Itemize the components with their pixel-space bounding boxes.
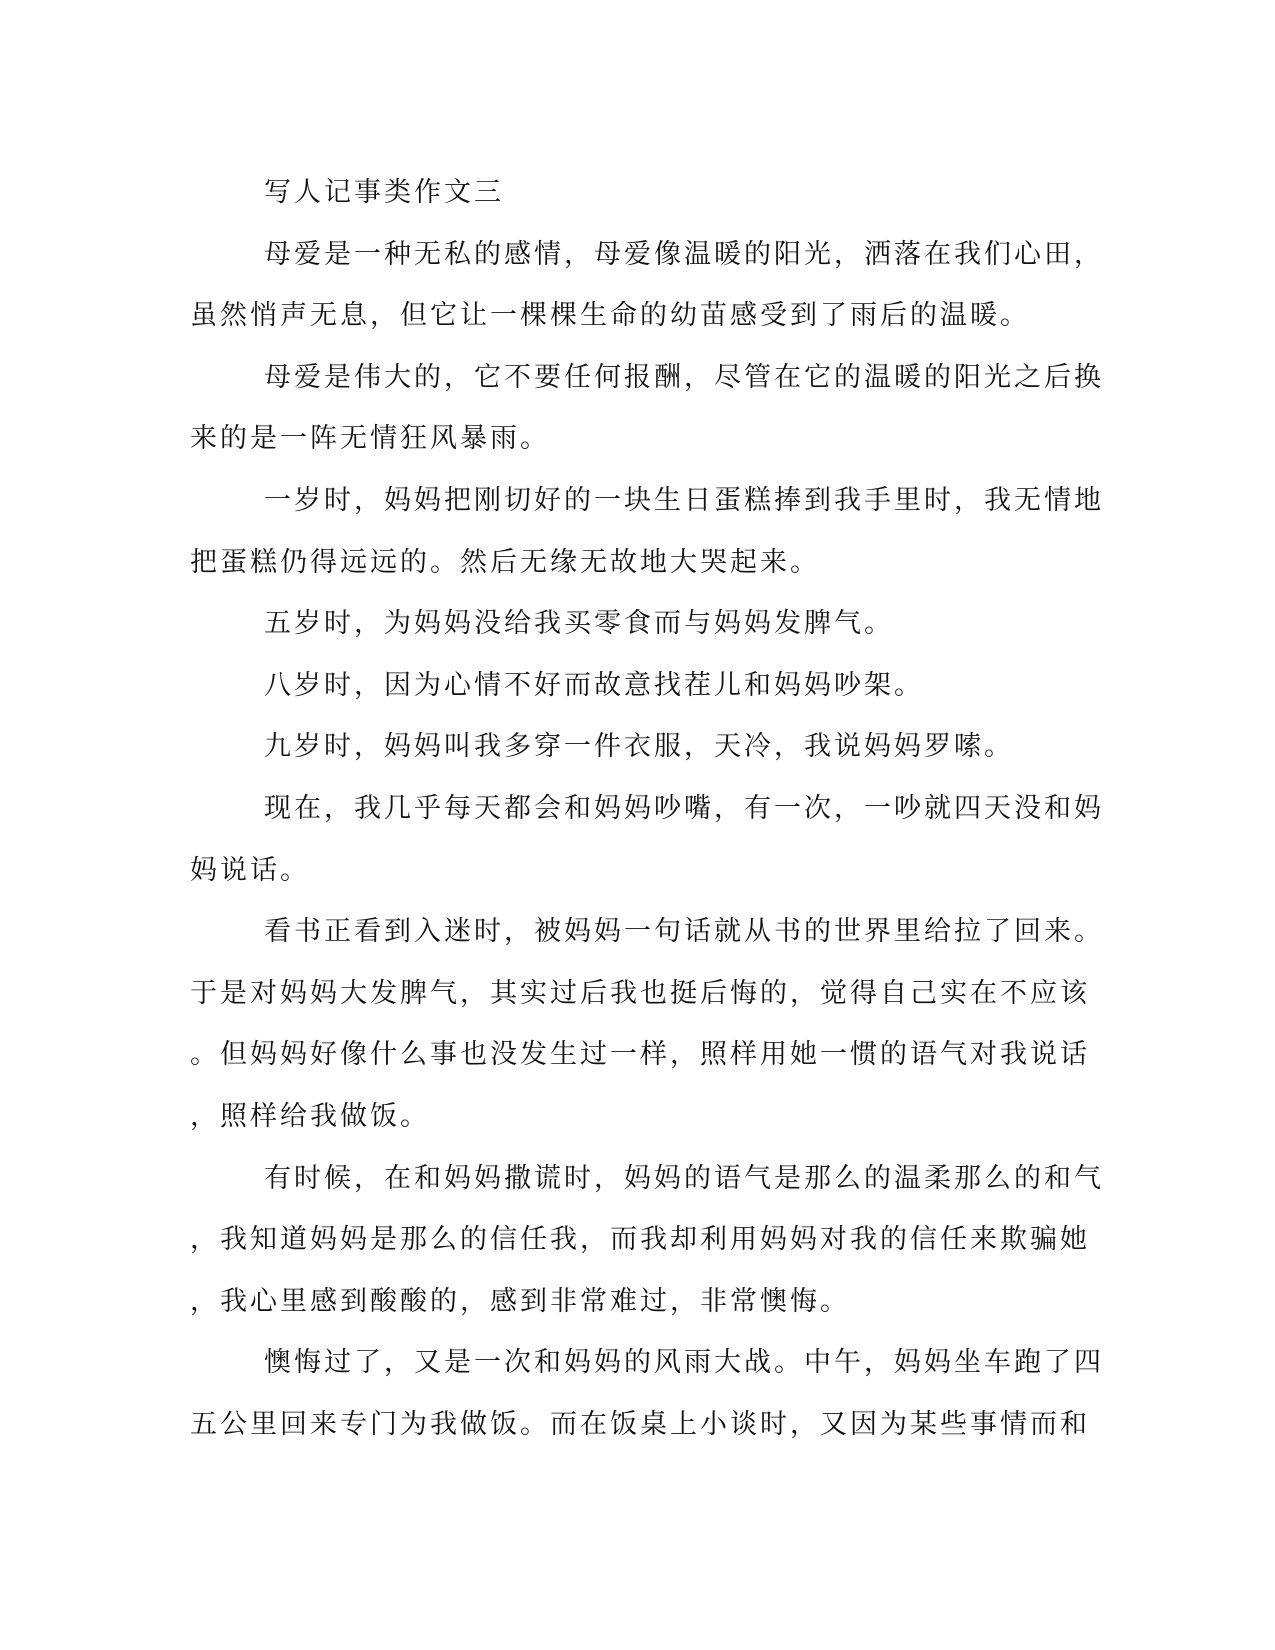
text-line: 懊悔过了，又是一次和妈妈的风雨大战。中午，妈妈坐车跑了四	[264, 1347, 1104, 1379]
text-line: 母爱是伟大的，它不要任何报酬，尽管在它的温暖的阳光之后换	[264, 361, 1104, 393]
text-line: 有时候，在和妈妈撒谎时，妈妈的语气是那么的温柔那么的和气	[264, 1162, 1104, 1194]
text-line: 一岁时，妈妈把刚切好的一块生日蛋糕捧到我手里时，我无情地	[264, 484, 1104, 516]
essay-title: 写人记事类作文三	[264, 177, 504, 208]
text-line: ，照样给我做饭。	[190, 1100, 430, 1132]
text-line: 于是对妈妈大发脾气，其实过后我也挺后悔的，觉得自己实在不应该	[190, 977, 1090, 1009]
text-line: 来的是一阵无情狂风暴雨。	[190, 423, 550, 455]
text-line: 。但妈妈好像什么事也没发生过一样，照样用她一惯的语气对我说话	[190, 1039, 1090, 1071]
text-line: 九岁时，妈妈叫我多穿一件衣服，天冷，我说妈妈罗嗦。	[264, 731, 1014, 763]
text-line: 妈说话。	[190, 854, 310, 886]
text-line: 现在，我几乎每天都会和妈妈吵嘴，有一次，一吵就四天没和妈	[264, 792, 1104, 824]
text-line: 八岁时，因为心情不好而故意找茬儿和妈妈吵架。	[264, 669, 924, 701]
text-line: 把蛋糕仍得远远的。然后无缘无故地大哭起来。	[190, 546, 820, 578]
text-line: ，我知道妈妈是那么的信任我，而我却利用妈妈对我的信任来欺骗她	[190, 1224, 1090, 1256]
text-line: 五公里回来专门为我做饭。而在饭桌上小谈时，又因为某些事情而和	[190, 1408, 1090, 1440]
text-line: 看书正看到入迷时，被妈妈一句话就从书的世界里给拉了回来。	[264, 916, 1104, 948]
text-line: 虽然悄声无息，但它让一棵棵生命的幼苗感受到了雨后的温暖。	[190, 300, 1030, 332]
text-line: 五岁时，为妈妈没给我买零食而与妈妈发脾气。	[264, 608, 894, 640]
text-line: ，我心里感到酸酸的，感到非常难过，非常懊悔。	[190, 1285, 850, 1317]
essay-body	[190, 162, 1104, 1455]
text-line: 母爱是一种无私的感情，母爱像温暖的阳光，洒落在我们心田，	[264, 238, 1104, 270]
